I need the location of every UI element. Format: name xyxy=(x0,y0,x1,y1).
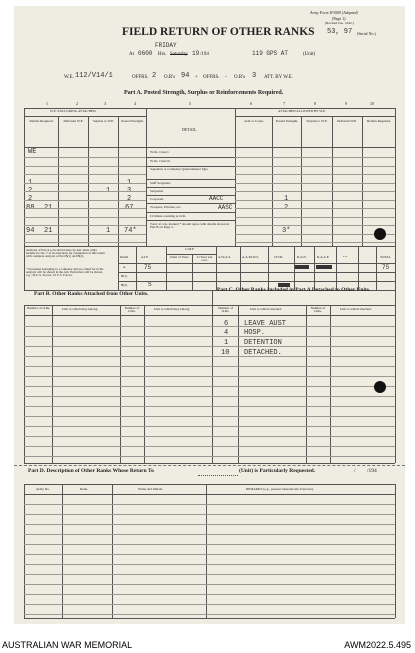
table-rule xyxy=(146,108,147,246)
ruled-line xyxy=(24,594,395,595)
ruled-line xyxy=(24,183,146,184)
cell-c7: 1 xyxy=(284,195,289,203)
table-rule xyxy=(314,246,315,290)
table-rule xyxy=(88,116,89,246)
unit-label: (Unit) xyxy=(303,52,316,57)
analysis-head: R.A.A.F. xyxy=(317,255,330,259)
att-head-reinfts: Reinfts Required. xyxy=(367,119,391,123)
footer-left: AUSTRALIAN WAR MEMORIAL xyxy=(2,640,133,650)
col-number: 7 xyxy=(283,101,285,106)
excl-head-deficient: Deficient W.E. xyxy=(63,119,84,123)
analysis-head: TOTAL xyxy=(380,255,391,259)
cell-c4: 67 xyxy=(125,204,134,212)
revised-label: (Revised Jan., 1942.) xyxy=(325,21,354,25)
analysis-row-label: A xyxy=(123,265,126,269)
table-rule xyxy=(24,494,395,495)
ruled-line xyxy=(24,604,395,605)
row-detail: Troopers, Privates, etc. xyxy=(150,205,182,209)
col-number: 6 xyxy=(250,101,252,106)
analysis-head: A.W.A.S. xyxy=(218,255,232,259)
row-rule xyxy=(146,220,235,221)
part-c-num: 4 xyxy=(224,329,229,337)
row-rule xyxy=(146,187,235,188)
col-number: 10 xyxy=(370,101,374,106)
ruled-line xyxy=(24,416,395,417)
table-rule xyxy=(336,246,337,290)
cell-c3: 1 xyxy=(106,227,111,235)
ors2-typed: 3 xyxy=(252,72,257,80)
col-number: 5 xyxy=(189,101,191,106)
personnel-note: * Personnel belonging to a company and pro-vided for in the analysis will be shown in the Aid. Particulars will be shown, e.g., 30 U.S. Forces, 10 U.S. Forces. xyxy=(26,267,104,278)
row-detail: Total of cols. marked * should agree with details shown in Part B on Page 2. xyxy=(150,222,230,230)
part-c-head: Number of O.Rs. xyxy=(310,306,326,314)
ruled-line xyxy=(24,191,146,192)
ruled-line xyxy=(24,554,395,555)
cell-c4: 2 xyxy=(127,195,132,203)
ruled-line xyxy=(24,217,146,218)
row-rule xyxy=(146,157,235,158)
att-label: ATT. BY W.E. xyxy=(264,75,294,80)
ruled-line xyxy=(24,376,395,377)
ruled-line xyxy=(24,396,395,397)
table-rule xyxy=(136,246,137,290)
row-rule xyxy=(146,212,235,213)
table-rule xyxy=(240,246,241,290)
col-number: 9 xyxy=(345,101,347,106)
ruled-line xyxy=(24,208,146,209)
col-number: 2 xyxy=(76,101,78,106)
cell-c1: 88 xyxy=(26,204,35,212)
excl-head-surplus: Surplus to W.E. xyxy=(92,119,115,123)
ruled-line xyxy=(24,446,395,447)
table-rule xyxy=(376,246,377,290)
ruled-line xyxy=(235,217,395,218)
table-rule xyxy=(24,305,25,463)
table-rule xyxy=(235,116,395,117)
part-b-title: Part B. Other Ranks Attached from Other Units. xyxy=(34,291,149,297)
analysis-row-label: B(1) xyxy=(121,274,128,278)
cell-c4: 1 xyxy=(127,179,132,187)
table-rule xyxy=(306,305,307,463)
part-c-head: Number of O.Rs. xyxy=(218,306,233,314)
part-b-head: Number of O.Rs. xyxy=(26,306,51,310)
form-sheet xyxy=(14,6,405,624)
ruled-line xyxy=(24,614,395,615)
cell-c1: 1 xyxy=(28,179,33,187)
table-rule xyxy=(301,116,302,246)
hrs-label: Hrs. xyxy=(158,52,167,57)
ruled-line xyxy=(24,157,146,158)
table-rule xyxy=(120,305,121,463)
row-detail: Sergeants xyxy=(150,189,164,193)
ruled-line xyxy=(24,456,395,457)
part-c-unit: HOSP. xyxy=(244,329,266,337)
part-b-head: Unit to which they belong xyxy=(154,307,190,311)
att-head-arm: Arm or Corps. xyxy=(244,119,264,123)
ruled-line xyxy=(24,406,395,407)
cell-c4: 3 xyxy=(127,187,132,195)
part-d-head: Rank. xyxy=(80,487,89,491)
ruled-line xyxy=(24,584,395,585)
part-d-year: /194 xyxy=(367,468,377,474)
cell-c1: WE xyxy=(28,148,37,156)
analysis-head: 21 Years and over. xyxy=(196,255,213,262)
part-d-title: Part D. Description of Other Ranks Whose Return To xyxy=(28,468,154,474)
cell-arm: AACC xyxy=(209,195,224,202)
att-head-surplus: Surplus to W.E. xyxy=(306,119,328,123)
row-detail: W.Os. Class I. xyxy=(150,150,170,154)
part-c-num: 6 xyxy=(224,320,229,328)
detail-heading: DETAIL. xyxy=(182,127,198,132)
table-rule xyxy=(118,246,119,290)
unit-typed: 119 GPS AT xyxy=(252,50,289,57)
col-number: 1 xyxy=(46,101,48,106)
table-rule xyxy=(24,618,395,619)
at-label: At xyxy=(129,52,134,57)
analysis-total-value: 75 xyxy=(382,264,390,271)
group-att-heading: ATTACHED ALLOWED BY W.E. xyxy=(278,109,326,113)
ruled-line xyxy=(235,166,395,167)
analysis-head: * * xyxy=(343,255,348,259)
part-c-unit: DETENTION xyxy=(244,339,282,347)
table-rule xyxy=(332,116,333,246)
analysis-row-label: B(2) xyxy=(121,283,128,287)
ruled-line xyxy=(24,504,395,505)
analysis-aif-extra: S xyxy=(148,281,152,288)
table-rule xyxy=(330,305,331,463)
cell-c7: 3* xyxy=(282,227,291,235)
part-b-head: Number of O.Rs. xyxy=(124,306,140,314)
row-detail: Corporals xyxy=(150,197,164,201)
part-d-head: Army No. xyxy=(36,487,50,491)
section-divider xyxy=(14,465,405,466)
table-rule xyxy=(118,116,119,246)
table-rule xyxy=(272,116,273,246)
page-number-label: (Page 1) xyxy=(332,16,346,21)
table-rule xyxy=(118,281,395,282)
ruled-line xyxy=(24,514,395,515)
att-head-deficient: Deficient W.E. xyxy=(336,119,358,123)
day-typed: FRIDAY xyxy=(155,42,177,49)
offrs2-label: OFFRS. xyxy=(203,75,220,80)
table-rule xyxy=(52,305,53,463)
ruled-line xyxy=(24,336,395,337)
ruled-line xyxy=(24,346,395,347)
ruled-line xyxy=(24,234,146,235)
ruled-line xyxy=(24,166,146,167)
table-rule xyxy=(24,246,395,247)
table-rule xyxy=(58,116,59,246)
serial-label: (Serial No.) xyxy=(357,31,376,36)
ruled-line xyxy=(235,234,395,235)
we-label: W.E. xyxy=(64,75,74,80)
ruled-line xyxy=(235,174,395,175)
analysis-head: A.I.F. xyxy=(141,255,149,259)
offrs-label: OFFRS. xyxy=(132,75,149,80)
part-c-unit: DETACHED. xyxy=(244,349,282,357)
row-detail: Staff Sergeants xyxy=(150,181,171,185)
table-rule xyxy=(395,108,396,290)
col-number: 4 xyxy=(134,101,136,106)
ruled-line xyxy=(24,174,146,175)
part-d-head: Name and Initials. xyxy=(138,487,163,491)
army-form-label: Army Form W3009 (Adapted) xyxy=(310,10,358,15)
part-c-head: Unit to which attached. xyxy=(340,307,372,311)
table-rule xyxy=(238,305,239,463)
cell-c1: 2 xyxy=(28,195,33,203)
ruled-line xyxy=(24,564,395,565)
ors-typed: 94 xyxy=(181,72,190,80)
ruled-line xyxy=(24,386,395,387)
table-rule xyxy=(24,147,395,148)
table-rule xyxy=(144,305,145,463)
ruled-line xyxy=(24,574,395,575)
part-b-head: Unit to which they belong xyxy=(62,307,98,311)
analysis-head: Detail xyxy=(120,255,129,259)
footer-right: AWM2022.5.495 xyxy=(344,640,411,650)
row-detail: Civilians counting as O.R. xyxy=(150,214,186,218)
ruled-line xyxy=(235,200,395,201)
analysis-note: Analysis of Part A to be shown here by Aid. units. Only include in cols. 7 of in-structions for completion of this return with complete analysis of Part B(1) and B(2). xyxy=(26,248,105,259)
table-rule xyxy=(24,305,395,306)
part-d-date-slash: / xyxy=(354,468,356,474)
part-c-unit: LEAVE AUST xyxy=(244,320,287,328)
cmf-heading: C.M.F. xyxy=(185,247,195,251)
ruled-line xyxy=(235,157,395,158)
ruled-line xyxy=(235,191,395,192)
analysis-head: CIVIL xyxy=(274,255,284,259)
table-rule xyxy=(362,116,363,246)
day-label: Saturday xyxy=(170,52,188,57)
ruled-line xyxy=(24,524,395,525)
table-rule xyxy=(268,246,269,290)
table-rule xyxy=(216,246,217,290)
cell-c2: 21 xyxy=(44,227,53,235)
table-rule xyxy=(24,315,395,316)
cell-c4: 74* xyxy=(124,227,137,235)
analysis-head: R.A.N. xyxy=(297,255,307,259)
cell-c1: 94 xyxy=(26,227,35,235)
plus-sign: + xyxy=(195,75,198,80)
excl-head-posted: Posted Strength. xyxy=(121,119,144,123)
table-rule xyxy=(166,246,167,290)
ruled-line xyxy=(24,544,395,545)
serial-typed: 53, 97 xyxy=(327,28,353,36)
table-rule xyxy=(395,484,396,618)
cell-arm: AASC xyxy=(218,204,233,211)
part-c-head: Unit to which attached. xyxy=(250,307,282,311)
table-rule xyxy=(24,484,395,485)
group-excl-heading: W.E. EXCLUDING ATTACHED. xyxy=(50,109,97,113)
date-typed: 19 xyxy=(192,50,200,57)
row-detail: W.Os. Class II. xyxy=(150,159,171,163)
analysis-head: A.A.M.W.S. xyxy=(242,255,259,259)
ruled-line xyxy=(235,242,395,243)
analysis-head: Under 21 Years. xyxy=(169,255,190,259)
redaction-block xyxy=(295,265,309,269)
col-number: 8 xyxy=(314,101,316,106)
we-typed: 112/V14/1 xyxy=(75,72,113,80)
cell-c2: 21 xyxy=(44,204,53,212)
part-d-unit-phrase: (Unit) is Particularly Requested. xyxy=(239,468,316,474)
part-d-head: REMARKS (e.g., present whereabouts if known). xyxy=(246,487,314,491)
ruled-line xyxy=(24,534,395,535)
part-a-title: Part A. Posted Strength, Surplus or Reinforcements Required. xyxy=(124,90,284,96)
offrs-typed: 2 xyxy=(152,72,157,80)
table-rule xyxy=(395,290,396,463)
table-rule xyxy=(118,263,395,264)
cell-c3: 1 xyxy=(106,187,111,195)
redaction-block xyxy=(316,265,332,269)
col-number: 3 xyxy=(104,101,106,106)
table-rule xyxy=(24,463,395,464)
ruled-line xyxy=(235,225,395,226)
unit-blank xyxy=(198,475,238,476)
table-rule xyxy=(118,272,395,273)
ors-label: O.R's xyxy=(164,75,176,80)
ruled-line xyxy=(24,242,146,243)
time-typed: 0600 xyxy=(138,50,153,57)
ruled-line xyxy=(24,225,146,226)
ruled-line xyxy=(24,326,395,327)
table-rule xyxy=(358,246,359,290)
ruled-line xyxy=(24,436,395,437)
part-c-title: Part C. Other Ranks Included in Part A Detached to Other Units. xyxy=(217,287,371,293)
cell-c1: 2 xyxy=(28,187,33,195)
ruled-line xyxy=(24,426,395,427)
ruled-line xyxy=(24,366,395,367)
ruled-line xyxy=(24,356,395,357)
analysis-aif-value: 75 xyxy=(144,264,152,271)
excl-head-reinfts: Reinfts Required. xyxy=(29,119,54,123)
ruled-line xyxy=(235,183,395,184)
row-rule xyxy=(146,179,235,180)
punch-hole xyxy=(374,381,386,393)
form-title: FIELD RETURN OF OTHER RANKS xyxy=(122,26,315,38)
date-label: /194 xyxy=(200,52,209,57)
part-c-num: 1 xyxy=(224,339,229,347)
att-head-posted: Posted Strength. xyxy=(275,119,299,123)
punch-hole xyxy=(374,228,386,240)
part-c-num: 10 xyxy=(221,349,230,357)
table-rule xyxy=(24,116,146,117)
dash-sign: - xyxy=(225,75,227,80)
ors2-label: O.R's xyxy=(234,75,246,80)
ruled-line xyxy=(24,200,146,201)
cell-c7: 2 xyxy=(284,204,289,212)
row-detail: Squadron or Company Quartermaster Sgts. xyxy=(150,167,209,171)
ruled-line xyxy=(235,208,395,209)
